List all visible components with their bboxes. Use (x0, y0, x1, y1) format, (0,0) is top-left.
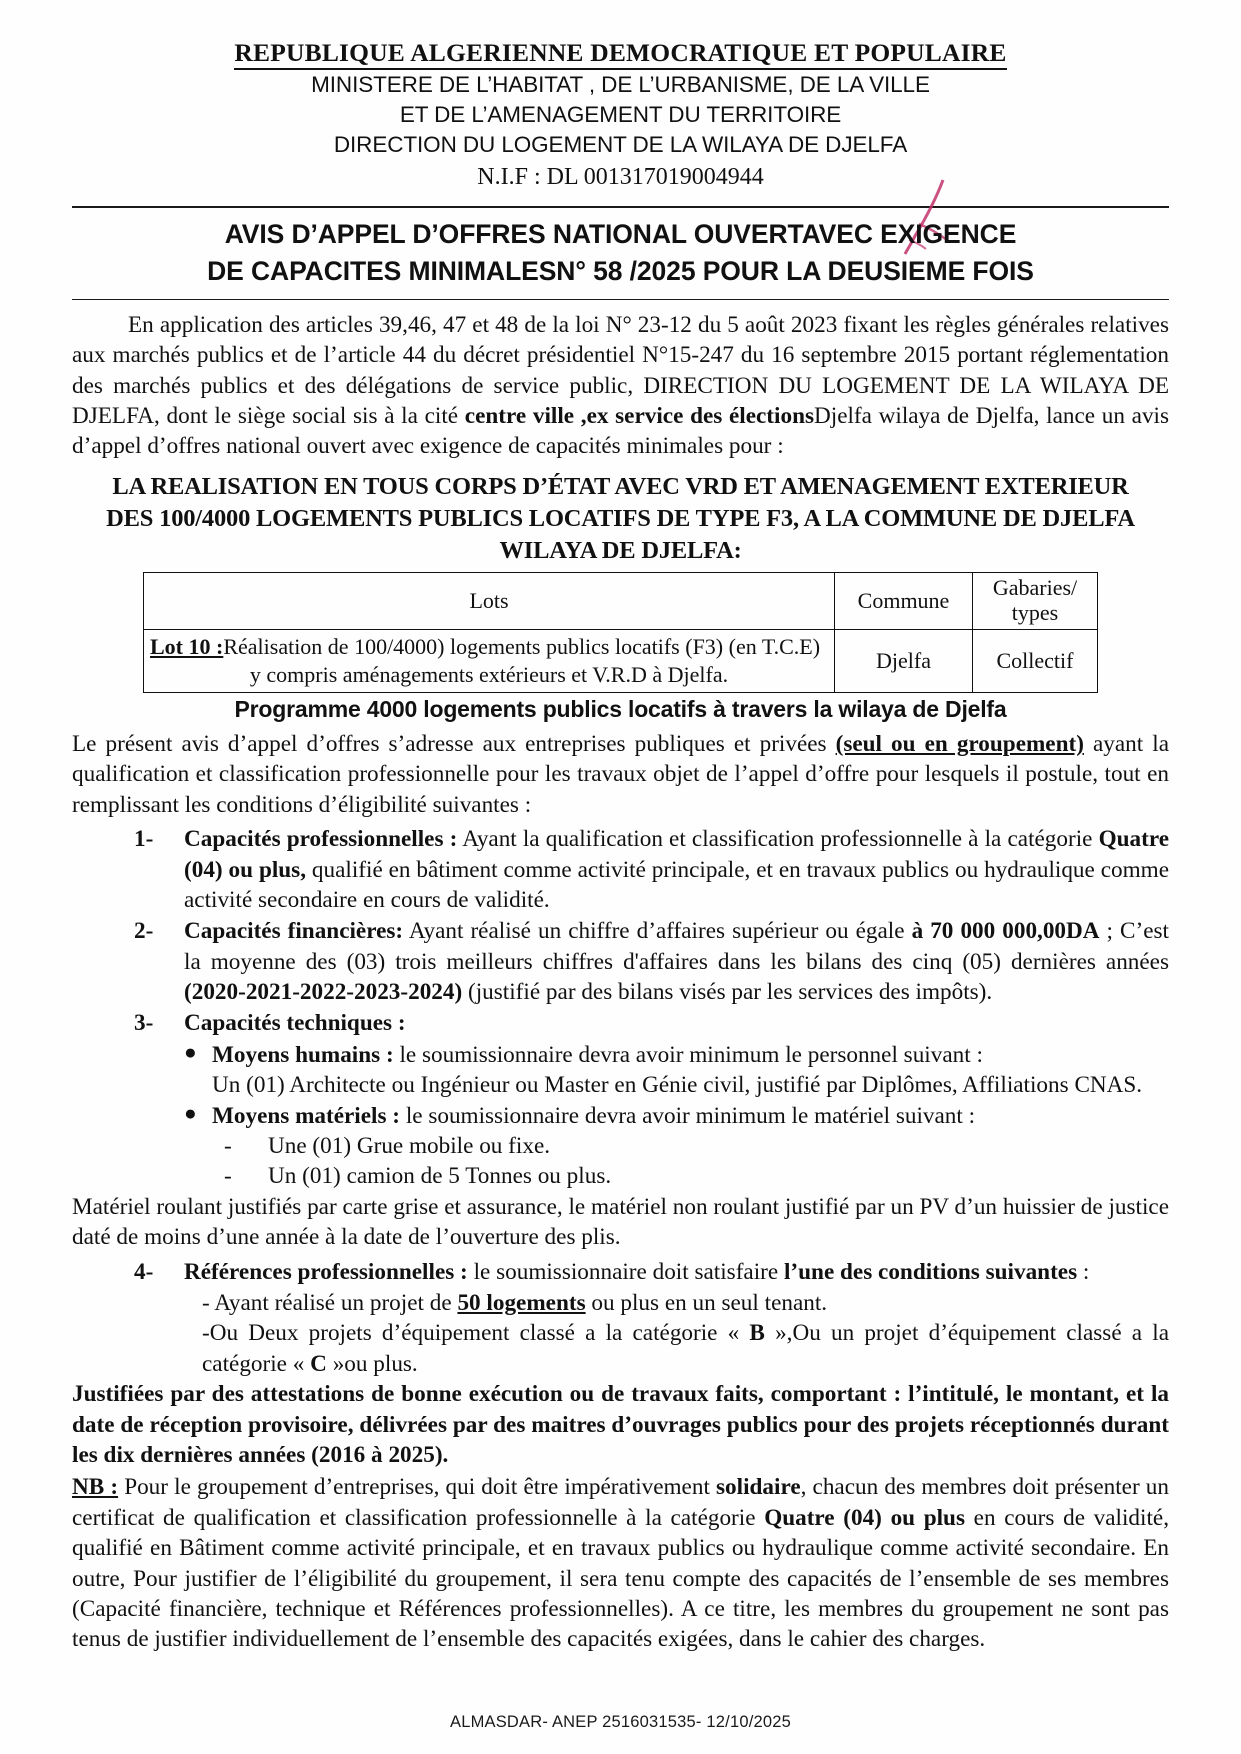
condition-bold-1b: Quatre (04) ou plus, (184, 826, 1169, 883)
reference-sub-2 (72, 1318, 1169, 1379)
condition-number-4: 4- (134, 1258, 154, 1285)
justified-block: Justifiées par des attestations de bonne exécution ou de travaux faits, comportant : l’intitulé, le montant, et la date de réception provisoire, délivrées par des maitres d’ouvrages publics pour des projets réceptionnés durant les dix dernières années (2016 à 2025). (72, 1381, 1169, 1468)
nb-text-e: en cours de validité, qualifié en Bâtiment comme activité principale, et en travaux publics ou hydraulique comme activité secondaire. En outre, Pour justifier de l’éligibilité du groupement, il sera tenu compte des capacités de l’ensemble de ses membres (Capacité financière, technique et Références professionnelles). A ce titre, les membres du groupement ne sont pas tenus de justifier individuellement de l’ensemble des capacités exigées, dans le cahier des charges. (72, 1504, 1169, 1653)
cell-lot-description (144, 629, 835, 692)
republic-line (72, 38, 1169, 70)
condition-text-2c: ; C’est la moyenne des (03) trois meilleurs chiffres d'affaires dans les bilans des cinq (05) dernières années (184, 918, 1169, 975)
table-row (144, 629, 1098, 692)
lots-table (143, 572, 1098, 693)
nb-label: NB : (72, 1474, 119, 1501)
condition-item-2 (72, 916, 1169, 1007)
intro-part-2: Djelfa wilaya de Djelfa (814, 403, 1034, 430)
nif-line: N.I.F : DL 001317019004944 (477, 164, 764, 191)
condition-number-2: 2- (134, 918, 154, 945)
technical-material-list (72, 1101, 1169, 1131)
reference-sub-2-c: »ou plus. (326, 1350, 418, 1377)
material-item-1: Une (01) Grue mobile ou fixe. (268, 1133, 551, 1160)
cell-commune: Djelfa (835, 629, 973, 692)
condition-label-2: Capacités financières: (184, 918, 404, 945)
material-note: Matériel roulant justifiés par carte grise et assurance, le matériel non roulant justifié par un PV d’un huissier de justice daté de moins d’une année à la date de l’ouverture des plis. (72, 1193, 1169, 1251)
condition-label-3: Capacités techniques : (184, 1010, 406, 1037)
nb-bold-b: solidaire (716, 1474, 801, 1501)
condition-item-1 (72, 824, 1169, 915)
condition-text-1a: Ayant la qualification et classification professionnelle à la catégorie (457, 826, 1099, 853)
column-header-commune: Commune (835, 573, 973, 629)
intro-part-3: , lance un avis d’appel d’offres national ouvert avec exigence de capacités minimales pour : (72, 403, 1170, 460)
page-footer: ALMASDAR- ANEP 2516031535- 12/10/2025 (450, 1713, 791, 1731)
references-list (72, 1257, 1169, 1287)
material-item-2: Un (01) camion de 5 Tonnes ou plus. (268, 1163, 612, 1190)
cell-gabaries: Collectif (973, 629, 1098, 692)
bullet-icon: ● (184, 1100, 197, 1125)
divider-top (72, 206, 1169, 208)
direction-line: DIRECTION DU LOGEMENT DE LA WILAYA DE DJELFA (333, 132, 908, 158)
object-line-3: WILAYA DE DJELFA: (499, 536, 742, 564)
references-bold-b: l’une des conditions suivantes (783, 1258, 1078, 1285)
intro-bold-address: centre ville ,ex service des élections (464, 403, 814, 430)
humans-detail: Un (01) Architecte ou Ingénieur ou Master en Génie civil, justifié par Diplômes, Affiliations CNAS. (212, 1072, 1143, 1099)
references-label: Références professionnelles : (184, 1258, 468, 1285)
condition-text-2a: Ayant réalisé un chiffre d’affaires supérieur ou égale (403, 918, 912, 945)
condition-item-3 (72, 1008, 1169, 1038)
condition-number-3: 3- (134, 1010, 154, 1037)
ministry-line-1: MINISTERE DE L’HABITAT , DE L’URBANISME, DE LA VILLE (311, 72, 930, 98)
bullet-icon: ● (184, 1039, 197, 1064)
column-header-lots: Lots (144, 573, 835, 629)
addressed-part-2: ayant la qualification et classification professionnelle pour les travaux objet de l’appel d’offre pour lesquels il postule, tout en remplissant les conditions d’éligibilité suivantes : (72, 730, 1169, 818)
technical-material (72, 1101, 1169, 1131)
dash-icon: - (224, 1163, 232, 1190)
republic-text: REPUBLIQUE ALGERIENNE DEMOCRATIQUE ET POPULAIRE (234, 38, 1006, 70)
intro-paragraph (72, 310, 1169, 462)
nb-bold-d: Quatre (04) ou plus (764, 1504, 965, 1531)
reference-sub-2-bold-1: B (749, 1320, 765, 1347)
list-item (72, 1131, 1169, 1161)
lot-description-line-2: y compris aménagements extérieurs et V.R.D à Djelfa. (249, 661, 729, 687)
gabaries-line-2: types (1011, 600, 1059, 626)
reference-sub-2-b: »,Ou un projet d’équipement classé a la catégorie « (202, 1320, 1169, 1377)
reference-sub-2-a: -Ou Deux projets d’équipement classé a la catégorie « (202, 1320, 750, 1347)
nb-text-c: , chacun des membres doit présenter un certificat de qualification et classification professionnelle à la catégorie (72, 1474, 1169, 1531)
intro-part-1: En application des articles 39,46, 47 et 48 de la loi N° 23-12 du 5 août 2023 fixant les règles générales relatives aux marchés publics et de l’article 44 du décret présidentiel N°15-247 du 16 septembre 2015 portant réglementation des marchés publics et des délégations de service public, DIRECTION DU LOGEMENT DE LA WILAYA DE DJELFA, dont le siège social sis à la cité (72, 311, 1169, 430)
programme-line: Programme 4000 logements publics locatifs à travers la wilaya de Djelfa (234, 695, 1007, 722)
humans-text: le soumissionnaire devra avoir minimum le personnel suivant : (393, 1041, 983, 1068)
conditions-list (72, 824, 1169, 1039)
reference-sub-1 (72, 1288, 1169, 1318)
dash-icon: - (224, 1133, 232, 1160)
ministry-line-2: ET DE L’AMENAGEMENT DU TERRITOIRE (399, 102, 842, 128)
lot-description-line-1: Réalisation de 100/4000) logements publics locatifs (F3) (en T.C.E) (223, 633, 821, 659)
condition-text-1c: qualifié en bâtiment comme activité principale, et en travaux publics ou hydraulique comme activité secondaire en cours de validité. (184, 856, 1169, 913)
reference-sub-1-a: - Ayant réalisé un projet de (202, 1290, 458, 1316)
gabaries-line-1: Gabaries/ (992, 575, 1078, 601)
material-text: le soumissionnaire devra avoir minimum le matériel suivant : (400, 1102, 976, 1129)
material-items-list (72, 1131, 1169, 1192)
project-object (72, 471, 1169, 567)
references-text-a: le soumissionnaire doit satisfaire (467, 1258, 784, 1285)
condition-text-2e: (justifié par des bilans visés par les services des impôts). (462, 979, 993, 1006)
condition-bold-2d: (2020-2021-2022-2023-2024) (184, 979, 463, 1006)
document-header (72, 38, 1169, 195)
list-item (72, 1161, 1169, 1191)
object-line-1: LA REALISATION EN TOUS CORPS D’ÉTAT AVEC VRD ET AMENAGEMENT EXTERIEUR (112, 472, 1129, 500)
addressed-paragraph (72, 729, 1169, 820)
material-label: Moyens matériels : (212, 1102, 401, 1129)
condition-number-1: 1- (134, 826, 154, 853)
condition-label-1: Capacités professionnelles : (184, 826, 458, 853)
title-line-1: AVIS D’APPEL D’OFFRES NATIONAL OUVERTAVEC EXIGENCE (224, 218, 1017, 249)
condition-bold-2b: à 70 000 000,00DA (911, 918, 1100, 945)
divider-title (72, 299, 1169, 300)
column-header-gabaries (973, 573, 1098, 629)
nb-paragraph (72, 1472, 1169, 1654)
nb-text-a: Pour le groupement d’entreprises, qui doit être impérativement (118, 1474, 717, 1501)
table-header-row (144, 573, 1098, 629)
lot-number-label: Lot 10 : (150, 633, 224, 659)
title-line-2: DE CAPACITES MINIMALESN° 58 /2025 POUR LA DEUSIEME FOIS (207, 256, 1034, 287)
object-line-2: DES 100/4000 LOGEMENTS PUBLICS LOCATIFS DE TYPE F3, A LA COMMUNE DE DJELFA (106, 504, 1135, 532)
page-title (72, 216, 1169, 291)
condition-item-4 (72, 1257, 1169, 1287)
addressed-part-1: Le présent avis d’appel d’offres s’adresse aux entreprises publiques et privées (72, 730, 836, 757)
references-text-c: : (1077, 1258, 1090, 1285)
reference-sub-1-bold: 50 logements (457, 1290, 586, 1316)
reference-sub-2-bold-2: C (310, 1350, 327, 1377)
humans-label: Moyens humains : (212, 1041, 394, 1068)
addressed-bold-underline: (seul ou en groupement) (835, 730, 1084, 757)
technical-means-list (72, 1040, 1169, 1070)
reference-sub-1-b: ou plus en un seul tenant. (585, 1290, 828, 1316)
technical-humans (72, 1040, 1169, 1070)
